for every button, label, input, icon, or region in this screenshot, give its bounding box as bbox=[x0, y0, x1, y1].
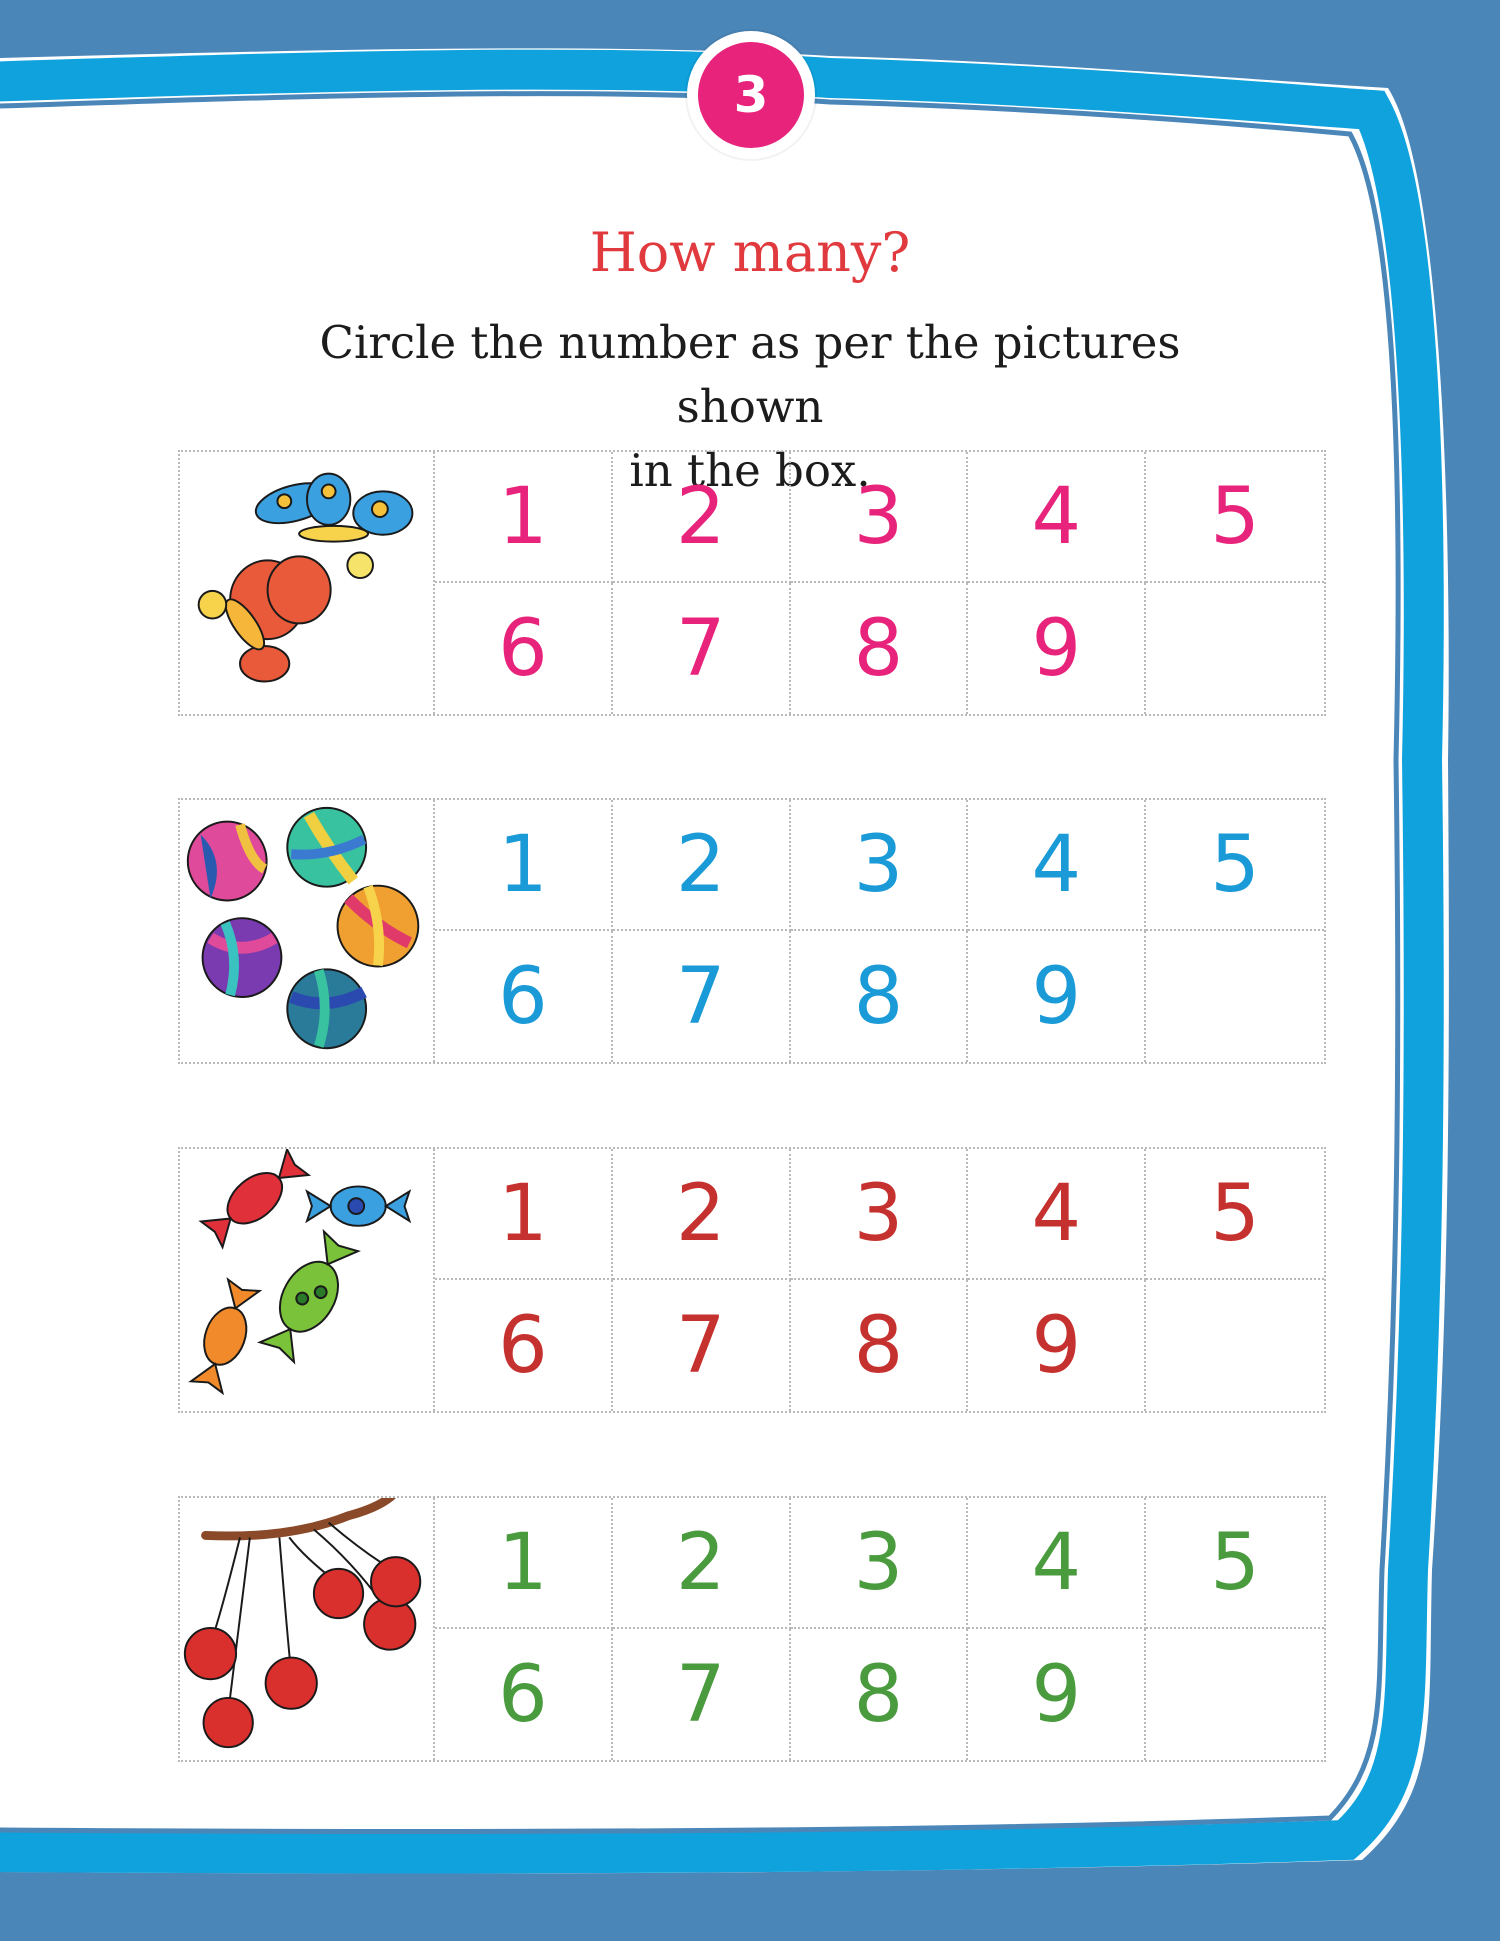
beach-balls-picture bbox=[180, 800, 435, 1062]
number-option[interactable]: 4 bbox=[968, 1149, 1146, 1280]
number-option[interactable]: 2 bbox=[613, 1498, 791, 1629]
number-option[interactable]: 7 bbox=[613, 1280, 791, 1411]
number-option[interactable]: 4 bbox=[968, 452, 1146, 583]
candies-picture bbox=[180, 1149, 435, 1411]
number-option[interactable]: 1 bbox=[435, 452, 613, 583]
beach-balls-illustration bbox=[180, 800, 433, 1062]
number-option[interactable]: 6 bbox=[435, 1629, 613, 1760]
counting-row-butterflies bbox=[178, 450, 1326, 716]
number-option[interactable]: 6 bbox=[435, 931, 613, 1062]
counting-row-candies bbox=[178, 1147, 1326, 1413]
number-option[interactable]: 3 bbox=[791, 452, 969, 583]
number-option[interactable]: 9 bbox=[968, 931, 1146, 1062]
candies-illustration bbox=[180, 1149, 433, 1411]
empty-cell bbox=[1146, 1280, 1324, 1411]
cherries-picture bbox=[180, 1498, 435, 1760]
number-option[interactable]: 8 bbox=[791, 931, 969, 1062]
number-option[interactable]: 6 bbox=[435, 1280, 613, 1411]
cherry-icon bbox=[185, 1557, 420, 1747]
number-option[interactable]: 3 bbox=[791, 1149, 969, 1280]
number-option[interactable]: 2 bbox=[613, 452, 791, 583]
number-grid bbox=[435, 452, 1324, 714]
empty-cell bbox=[1146, 583, 1324, 714]
page-title: How many? bbox=[589, 221, 911, 284]
number-option[interactable]: 1 bbox=[435, 800, 613, 931]
butterflies-illustration bbox=[180, 452, 433, 714]
number-option[interactable]: 7 bbox=[613, 1629, 791, 1760]
number-grid bbox=[435, 1149, 1324, 1411]
counting-row-beach-balls bbox=[178, 798, 1326, 1064]
number-option[interactable]: 2 bbox=[613, 1149, 791, 1280]
butterfly-icon bbox=[199, 556, 331, 681]
beach-ball-icon bbox=[287, 969, 366, 1048]
candy-icon bbox=[255, 1228, 363, 1364]
beach-ball-icon bbox=[338, 886, 419, 967]
number-option[interactable]: 3 bbox=[791, 800, 969, 931]
number-option[interactable]: 8 bbox=[791, 1280, 969, 1411]
number-option[interactable]: 3 bbox=[791, 1498, 969, 1629]
number-option[interactable]: 4 bbox=[968, 800, 1146, 931]
number-grid bbox=[435, 800, 1324, 1062]
page-number: 3 bbox=[733, 66, 769, 124]
cherries-illustration bbox=[180, 1498, 433, 1760]
beach-ball-icon bbox=[287, 808, 366, 887]
number-option[interactable]: 5 bbox=[1146, 800, 1324, 931]
instruction-line-1: Circle the number as per the pictures shown bbox=[319, 316, 1181, 433]
number-option[interactable]: 1 bbox=[435, 1149, 613, 1280]
branch-icon bbox=[206, 1498, 392, 1536]
number-option[interactable]: 1 bbox=[435, 1498, 613, 1629]
beach-ball-icon bbox=[203, 918, 282, 997]
beach-ball-icon bbox=[188, 822, 267, 901]
number-option[interactable]: 6 bbox=[435, 583, 613, 714]
number-option[interactable]: 9 bbox=[968, 1629, 1146, 1760]
page-number-badge bbox=[687, 31, 815, 159]
empty-cell bbox=[1146, 1629, 1324, 1760]
candy-icon bbox=[307, 1186, 409, 1225]
empty-cell bbox=[1146, 931, 1324, 1062]
number-option[interactable]: 7 bbox=[613, 583, 791, 714]
number-option[interactable]: 8 bbox=[791, 1629, 969, 1760]
number-option[interactable]: 9 bbox=[968, 1280, 1146, 1411]
number-grid bbox=[435, 1498, 1324, 1760]
number-option[interactable]: 5 bbox=[1146, 452, 1324, 583]
counting-row-cherries bbox=[178, 1496, 1326, 1762]
number-option[interactable]: 5 bbox=[1146, 1149, 1324, 1280]
number-option[interactable]: 9 bbox=[968, 583, 1146, 714]
number-option[interactable]: 2 bbox=[613, 800, 791, 931]
instruction-line-2: in the box. bbox=[629, 444, 871, 497]
butterflies-picture bbox=[180, 452, 435, 714]
number-option[interactable]: 8 bbox=[791, 583, 969, 714]
candy-icon bbox=[188, 1278, 262, 1393]
number-option[interactable]: 7 bbox=[613, 931, 791, 1062]
number-option[interactable]: 4 bbox=[968, 1498, 1146, 1629]
number-option[interactable]: 5 bbox=[1146, 1498, 1324, 1629]
candy-icon bbox=[199, 1149, 310, 1249]
